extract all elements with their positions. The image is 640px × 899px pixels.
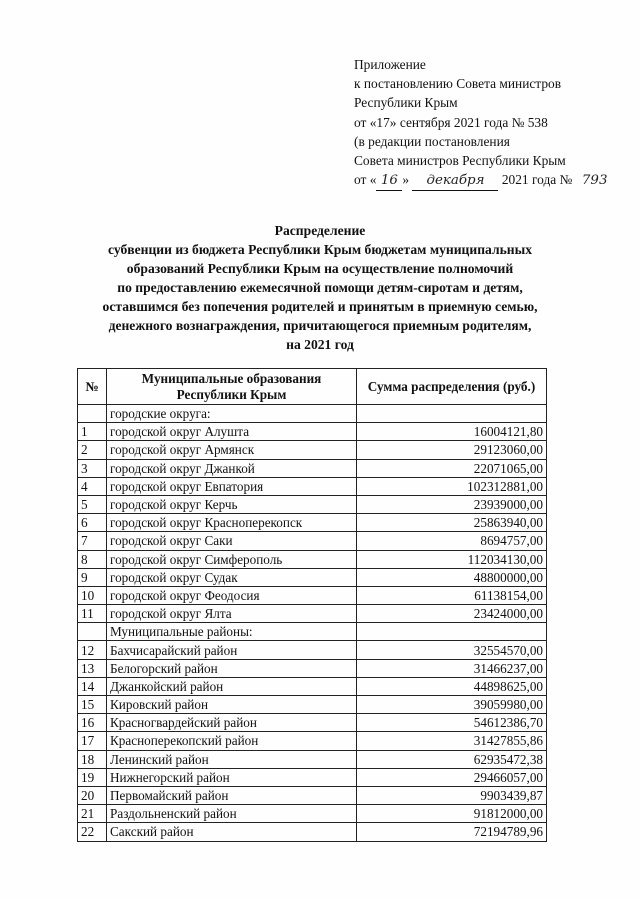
- row-municipality: Кировский район: [107, 696, 357, 714]
- row-number: 18: [78, 750, 107, 768]
- row-amount: 91812000,00: [357, 805, 547, 823]
- table-row: [78, 423, 547, 441]
- row-municipality: Джанкойский район: [107, 677, 357, 695]
- row-amount: 29123060,00: [357, 441, 547, 459]
- row-municipality: городской округ Симферополь: [107, 550, 357, 568]
- table-row: [78, 786, 547, 804]
- row-municipality: Первомайский район: [107, 786, 357, 804]
- appendix-date-line: [354, 170, 614, 191]
- row-amount: 22071065,00: [357, 459, 547, 477]
- appendix-line: Республики Крым: [354, 95, 458, 111]
- table-row: [78, 696, 547, 714]
- date-year: 2021 года №: [501, 172, 573, 188]
- header-amount: Сумма распределения (руб.): [357, 369, 547, 405]
- row-number: 7: [78, 532, 107, 550]
- table-row: [78, 823, 547, 841]
- title-line: образований Республики Крым на осуществление полномочий: [126, 261, 514, 276]
- table-row: [78, 605, 547, 623]
- row-municipality: городской округ Ялта: [107, 605, 357, 623]
- row-municipality: городской округ Джанкой: [107, 459, 357, 477]
- title-line: на 2021 год: [286, 337, 354, 352]
- header-municipality: [107, 369, 357, 405]
- row-municipality: Бахчисарайский район: [107, 641, 357, 659]
- appendix-line: к постановлению Совета министров: [354, 76, 562, 92]
- row-amount: 44898625,00: [357, 677, 547, 695]
- row-amount: 9903439,87: [357, 786, 547, 804]
- table-row: [78, 514, 547, 532]
- row-amount: 48800000,00: [357, 568, 547, 586]
- handwritten-day: 16: [376, 171, 402, 191]
- date-prefix: от «: [354, 172, 377, 188]
- row-number: 22: [78, 823, 107, 841]
- row-municipality: городской округ Армянск: [107, 441, 357, 459]
- row-number: 12: [78, 641, 107, 659]
- handwritten-number: 793: [581, 173, 608, 189]
- row-municipality: городской округ Красноперекопск: [107, 514, 357, 532]
- header-municipality-line2: Республики Крым: [176, 386, 287, 402]
- table-row: [78, 441, 547, 459]
- row-amount: 54612386,70: [357, 714, 547, 732]
- row-municipality: Сакский район: [107, 823, 357, 841]
- table-row: [78, 641, 547, 659]
- title-heading: Распределение: [274, 223, 366, 238]
- row-municipality: Красногвардейский район: [107, 714, 357, 732]
- row-amount: 112034130,00: [357, 550, 547, 568]
- appendix-line: от «17» сентября 2021 года № 538: [354, 114, 548, 130]
- table-row: [78, 477, 547, 495]
- row-number: 10: [78, 586, 107, 604]
- title-line: оставшимся без попечения родителей и принятым в приемную семью,: [102, 299, 538, 314]
- row-number: 8: [78, 550, 107, 568]
- row-amount: 8694757,00: [357, 532, 547, 550]
- row-amount: 102312881,00: [357, 477, 547, 495]
- table-row: [78, 459, 547, 477]
- document-title: [60, 221, 580, 354]
- row-number: 15: [78, 696, 107, 714]
- title-line: по предоставлению ежемесячной помощи детям-сиротам и детям,: [117, 280, 523, 295]
- date-mid: »: [402, 172, 410, 188]
- row-number: 9: [78, 568, 107, 586]
- group-label: Муниципальные районы:: [107, 623, 357, 641]
- row-municipality: Белогорский район: [107, 659, 357, 677]
- title-line: денежного вознаграждения, причитающегося приемным родителям,: [108, 318, 532, 333]
- row-number: 2: [78, 441, 107, 459]
- row-municipality: Раздольненский район: [107, 805, 357, 823]
- table-row: [78, 550, 547, 568]
- handwritten-month: декабря: [412, 171, 498, 191]
- row-amount: 25863940,00: [357, 514, 547, 532]
- table-row: [78, 532, 547, 550]
- row-number: 6: [78, 514, 107, 532]
- row-amount: 72194789,96: [357, 823, 547, 841]
- row-municipality: Красноперекопский район: [107, 732, 357, 750]
- group-row-city-districts: [78, 405, 547, 423]
- row-number: 5: [78, 495, 107, 513]
- row-municipality: городской округ Евпатория: [107, 477, 357, 495]
- table-row: [78, 750, 547, 768]
- row-amount: 31427855,86: [357, 732, 547, 750]
- table-row: [78, 805, 547, 823]
- row-number: 19: [78, 768, 107, 786]
- row-number: 16: [78, 714, 107, 732]
- table-row: [78, 732, 547, 750]
- row-amount: 39059980,00: [357, 696, 547, 714]
- table-row: [78, 586, 547, 604]
- table-row: [78, 568, 547, 586]
- table-row: [78, 714, 547, 732]
- row-municipality: Нижнегорский район: [107, 768, 357, 786]
- appendix-line: Приложение: [354, 57, 426, 72]
- distribution-table: [77, 368, 547, 842]
- group-row-municipal-districts: [78, 623, 547, 641]
- row-amount: 62935472,38: [357, 750, 547, 768]
- row-municipality: Ленинский район: [107, 750, 357, 768]
- row-number: 17: [78, 732, 107, 750]
- row-number: 20: [78, 786, 107, 804]
- row-number: 1: [78, 423, 107, 441]
- header-municipality-line1: Муниципальные образования: [141, 370, 322, 386]
- row-amount: 61138154,00: [357, 586, 547, 604]
- row-amount: 31466237,00: [357, 659, 547, 677]
- row-number: 4: [78, 477, 107, 495]
- table-row: [78, 659, 547, 677]
- row-number: 21: [78, 805, 107, 823]
- row-amount: 23424000,00: [357, 605, 547, 623]
- row-amount: 23939000,00: [357, 495, 547, 513]
- row-municipality: городской округ Судак: [107, 568, 357, 586]
- row-number: 14: [78, 677, 107, 695]
- table-row: [78, 495, 547, 513]
- group-label: городские округа:: [107, 405, 357, 423]
- row-municipality: городской округ Феодосия: [107, 586, 357, 604]
- row-number: 11: [78, 605, 107, 623]
- table-header-row: [78, 369, 547, 405]
- header-number: №: [78, 369, 107, 405]
- row-municipality: городской округ Керчь: [107, 495, 357, 513]
- row-amount: 29466057,00: [357, 768, 547, 786]
- row-municipality: городской округ Саки: [107, 532, 357, 550]
- appendix-block: [354, 55, 614, 191]
- row-municipality: городской округ Алушта: [107, 423, 357, 441]
- title-line: субвенции из бюджета Республики Крым бюджетам муниципальных: [107, 242, 533, 257]
- row-amount: 32554570,00: [357, 641, 547, 659]
- row-amount: 16004121,80: [357, 423, 547, 441]
- appendix-line: Совета министров Республики Крым: [354, 153, 566, 169]
- table-row: [78, 677, 547, 695]
- row-number: 13: [78, 659, 107, 677]
- appendix-line: (в редакции постановления: [354, 133, 510, 149]
- table-row: [78, 768, 547, 786]
- row-number: 3: [78, 459, 107, 477]
